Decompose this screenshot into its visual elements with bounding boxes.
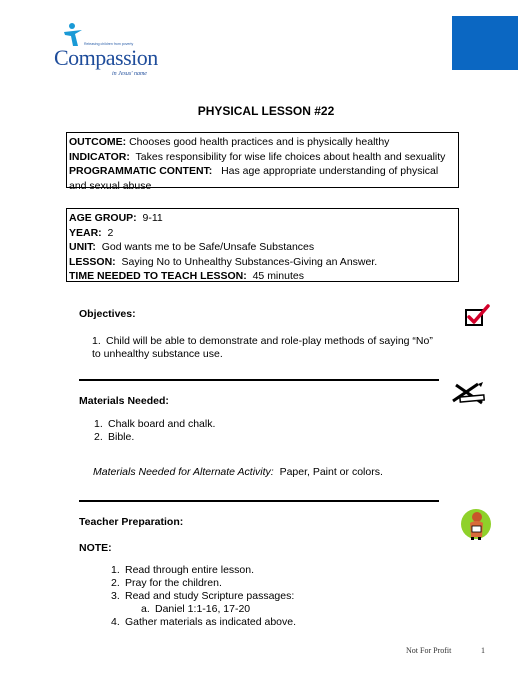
list-item bbox=[111, 616, 296, 629]
item-text: Read through entire lesson. bbox=[125, 564, 254, 576]
item-text: Bible. bbox=[108, 431, 135, 443]
objectives-heading: Objectives: bbox=[79, 308, 136, 320]
time-value: 45 minutes bbox=[252, 270, 304, 282]
logo-wordmark: Compassion bbox=[54, 45, 158, 70]
list-item bbox=[111, 590, 296, 603]
blue-brush-block bbox=[452, 16, 518, 70]
alternate-value: Paper, Paint or colors. bbox=[279, 466, 383, 478]
page-title: PHYSICAL LESSON #22 bbox=[197, 104, 335, 118]
alternate-label: Materials Needed for Alternate Activity: bbox=[93, 466, 274, 478]
logo-subline: in Jesus' name bbox=[112, 71, 147, 77]
logo-tagline: Releasing children from poverty bbox=[84, 42, 134, 46]
compassion-logo bbox=[54, 20, 164, 77]
objective-item-1 bbox=[92, 335, 452, 361]
list-item bbox=[94, 431, 215, 444]
lesson-label: LESSON: bbox=[69, 255, 116, 268]
list-subitem bbox=[111, 603, 296, 616]
item-letter: a. bbox=[141, 603, 150, 615]
item-text: Pray for the children. bbox=[125, 577, 222, 589]
program-label: PROGRAMMATIC CONTENT: bbox=[69, 165, 213, 177]
objective-text: Child will be able to demonstrate and role-play methods of saying “No” bbox=[106, 335, 433, 347]
item-text: Read and study Scripture passages: bbox=[125, 590, 295, 602]
item-text: Gather materials as indicated above. bbox=[125, 616, 297, 628]
list-item bbox=[111, 564, 296, 577]
item-number: 2. bbox=[94, 431, 103, 443]
teacher-reading-icon bbox=[460, 507, 492, 541]
age-value: 9-11 bbox=[142, 212, 163, 224]
unit-label: UNIT: bbox=[69, 241, 96, 253]
outcome-value: Chooses good health practices and is physically healthy bbox=[129, 136, 390, 148]
indicator-label: INDICATOR: bbox=[69, 150, 130, 163]
lesson-info-box bbox=[66, 208, 459, 282]
time-label: TIME NEEDED TO TEACH LESSON: bbox=[69, 270, 247, 282]
item-number: 4. bbox=[111, 616, 120, 628]
item-number: 2. bbox=[111, 577, 120, 589]
footer-not-for-profit: Not For Profit bbox=[406, 646, 452, 655]
item-text: Chalk board and chalk. bbox=[108, 418, 216, 430]
item-number: 1. bbox=[94, 418, 103, 430]
note-label: NOTE: bbox=[79, 542, 112, 554]
outcome-label: OUTCOME: bbox=[69, 136, 127, 148]
item-number: 3. bbox=[111, 590, 120, 602]
outcome-box bbox=[66, 132, 459, 192]
materials-list bbox=[94, 418, 215, 444]
objective-text-cont: to unhealthy substance use. bbox=[92, 348, 223, 360]
list-item bbox=[94, 418, 215, 431]
page-number: 1 bbox=[481, 646, 485, 655]
year-value: 2 bbox=[107, 226, 114, 239]
pencil-ruler-icon bbox=[450, 381, 486, 407]
divider-line bbox=[79, 500, 439, 502]
age-label: AGE GROUP: bbox=[69, 212, 137, 224]
alternate-materials bbox=[93, 466, 383, 479]
materials-heading: Materials Needed: bbox=[79, 395, 169, 407]
objective-number: 1. bbox=[92, 335, 101, 347]
item-text: Daniel 1:1-16, 17-20 bbox=[155, 603, 251, 615]
teacher-prep-heading: Teacher Preparation: bbox=[79, 516, 184, 528]
indicator-value: Takes responsibility for wise life choices about health and sexuality bbox=[135, 150, 446, 163]
year-label: YEAR: bbox=[69, 226, 102, 239]
lesson-value: Saying No to Unhealthy Substances-Giving an Answer. bbox=[121, 255, 378, 268]
list-item bbox=[111, 577, 296, 590]
unit-value: God wants me to be Safe/Unsafe Substances bbox=[101, 241, 315, 253]
program-value-cont: and sexual abuse bbox=[69, 179, 152, 192]
divider-line bbox=[79, 379, 439, 381]
program-value: Has age appropriate understanding of physical bbox=[221, 165, 439, 177]
checkbox-icon bbox=[464, 304, 490, 328]
item-number: 1. bbox=[111, 564, 120, 576]
teacher-prep-list bbox=[111, 564, 296, 629]
